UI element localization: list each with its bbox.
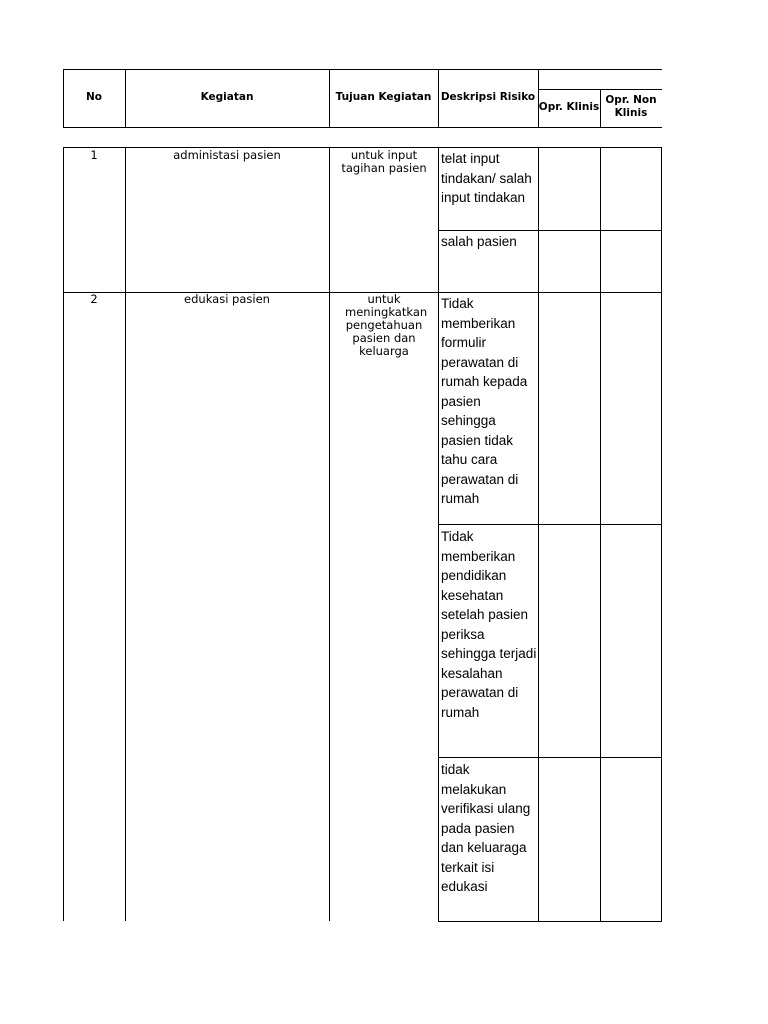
row-kegiatan: administasi pasien <box>173 148 281 162</box>
header-no: No <box>85 91 102 103</box>
row-tujuan: untuk input tagihan pasien <box>341 148 427 175</box>
risk-description: telat input tindakan/ salah input tindakan <box>441 151 532 205</box>
header-opr-non-klinis: Opr. Non Klinis <box>605 94 657 119</box>
header-opr-klinis: Opr. Klinis <box>538 101 600 113</box>
header-tujuan-kegiatan: Tujuan Kegiatan <box>335 91 432 103</box>
risk-description: Tidak memberikan pendidikan kesehatan setelah pasien periksa sehingga terjadi kesalahan perawatan di rumah <box>441 529 537 720</box>
header-deskripsi-risiko: Deskripsi Risiko <box>440 91 536 103</box>
risk-description: salah pasien <box>441 234 517 249</box>
row-tujuan: untuk meningkatkan pengetahuan pasien dan keluarga <box>345 292 428 358</box>
row-kegiatan: edukasi pasien <box>184 292 270 306</box>
row-no: 2 <box>90 292 98 306</box>
row-no: 1 <box>90 148 98 162</box>
risk-description: Tidak memberikan formulir perawatan di rumah kepada pasien sehingga pasien tidak tahu cara perawatan di rumah <box>441 296 528 506</box>
risk-description: tidak melakukan verifikasi ulang pada pasien dan keluaraga terkait isi edukasi <box>441 762 531 894</box>
header-kegiatan: Kegiatan <box>200 91 254 103</box>
